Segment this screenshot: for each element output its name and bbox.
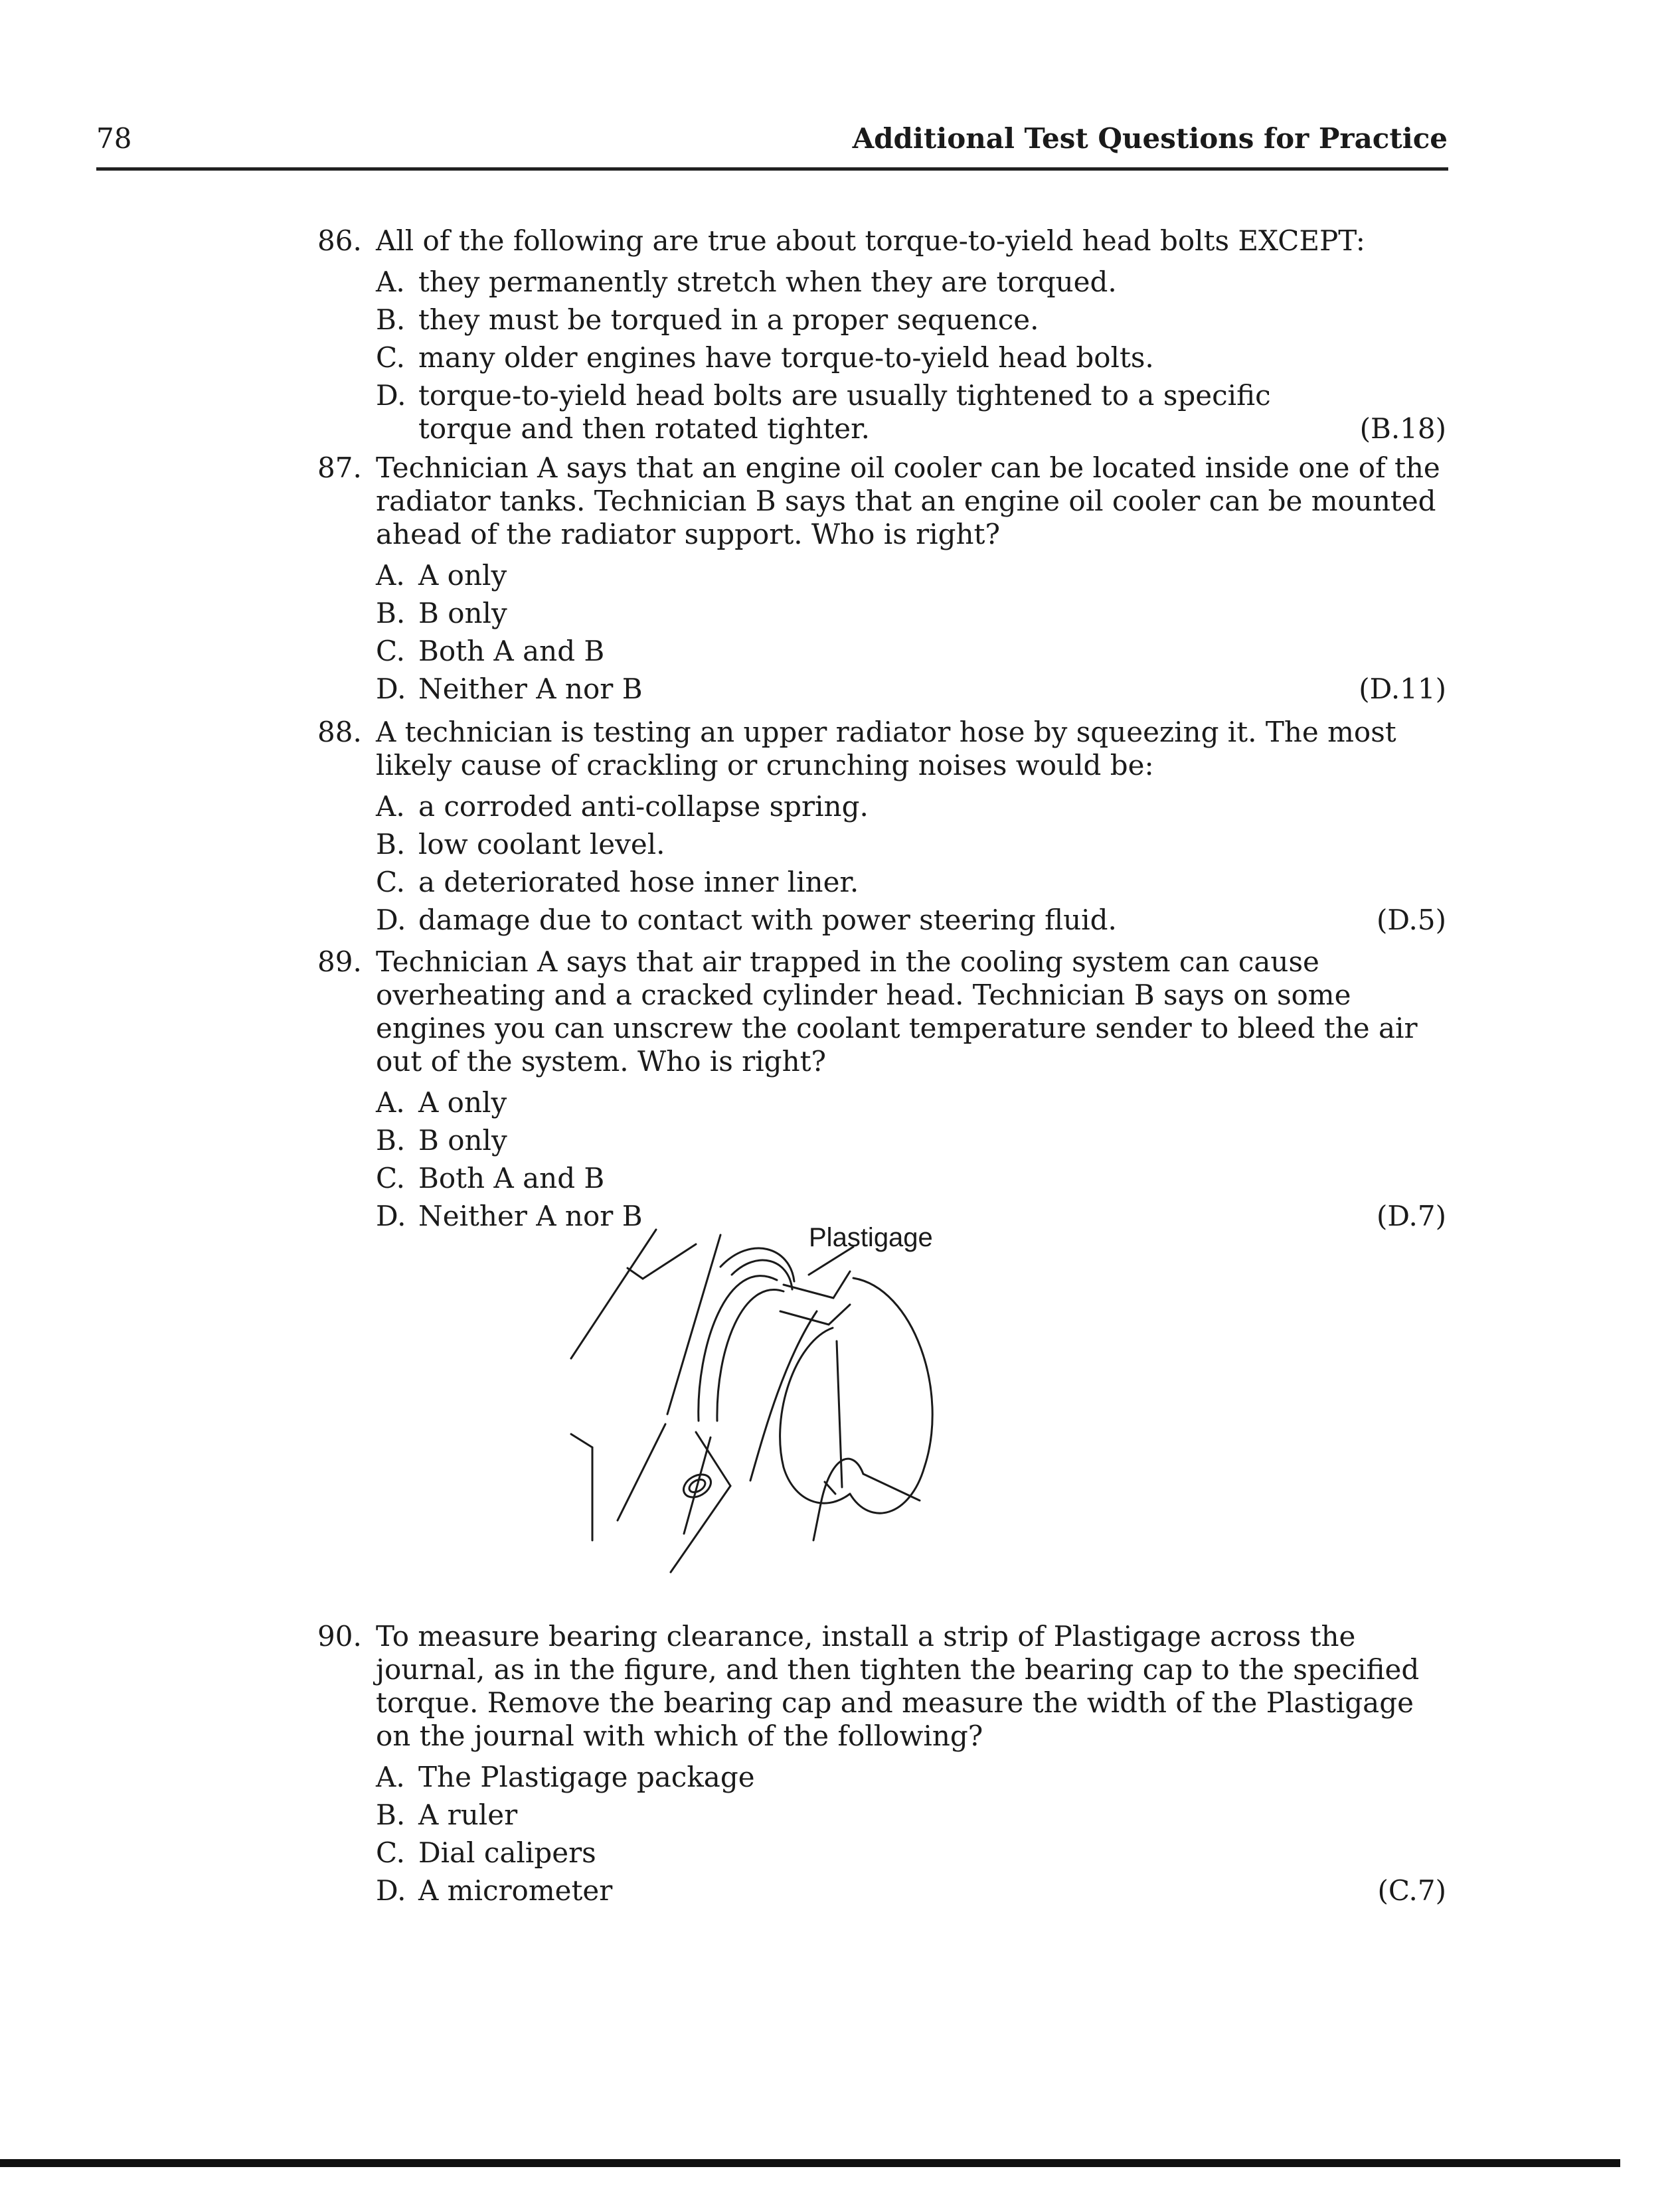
option-text: damage due to contact with power steering fluid. (418, 904, 1117, 936)
option-c (376, 1159, 1446, 1197)
question-stem: To measure bearing clearance, install a strip of Plastigage across the journal, as in the figure, and then tighten the bearing cap to the specified torque. Remove the bearing cap and measure the width of the Plastigage on the journal with which of the following? (376, 1620, 1420, 1752)
question-number: 89. (317, 945, 362, 978)
answer-options (376, 787, 1446, 939)
option-text: A ruler (418, 1799, 518, 1831)
question-90 (317, 1620, 1446, 1909)
option-text: many older engines have torque-to-yield head bolts. (418, 341, 1154, 374)
option-text: low coolant level. (418, 828, 665, 860)
answer-options (376, 1084, 1446, 1235)
question-stem: Technician A says that an engine oil cooler can be located inside one of the radiator tanks. Technician B says that an engine oil cooler can be mounted ahead of the radiator support. Who is right? (376, 451, 1440, 550)
content-reference: (D.7) (1376, 1200, 1446, 1232)
option-b (376, 825, 1446, 863)
option-text: Neither A nor B (418, 673, 643, 705)
option-text: A only (418, 559, 507, 592)
option-letter: A. (376, 1761, 405, 1793)
option-letter: C. (376, 635, 405, 667)
plastigage-figure (551, 1215, 1016, 1587)
content-reference: (B.18) (1359, 412, 1446, 445)
question-89 (317, 945, 1446, 1235)
question-number: 88. (317, 716, 362, 748)
option-text: Both A and B (418, 1162, 605, 1194)
option-letter: D. (376, 379, 406, 412)
option-text: Both A and B (418, 635, 605, 667)
question-86 (317, 224, 1446, 445)
option-b (376, 594, 1446, 632)
question-number: 87. (317, 451, 362, 484)
option-letter: B. (376, 597, 406, 629)
option-c (376, 863, 1446, 901)
question-number: 90. (317, 1620, 362, 1653)
option-letter: D. (376, 904, 406, 936)
running-head: Additional Test Questions for Practice (852, 122, 1448, 155)
content-reference: (D.11) (1359, 673, 1446, 705)
crankshaft-journal-icon (551, 1215, 1016, 1587)
option-letter: D. (376, 1874, 406, 1907)
option-letter: B. (376, 828, 406, 860)
option-c (376, 1834, 1446, 1872)
option-a (376, 1084, 1446, 1121)
option-text: B only (418, 597, 507, 629)
option-d (376, 670, 1446, 708)
option-letter: A. (376, 790, 405, 823)
option-a (376, 556, 1446, 594)
option-b (376, 1796, 1446, 1834)
question-87 (317, 451, 1446, 708)
content-reference: (D.5) (1376, 904, 1446, 936)
option-letter: B. (376, 1799, 406, 1831)
option-letter: C. (376, 866, 405, 898)
option-d (376, 901, 1446, 939)
option-text: B only (418, 1124, 507, 1157)
question-88 (317, 716, 1446, 939)
option-text: Neither A nor B (418, 1200, 643, 1232)
option-letter: A. (376, 266, 405, 298)
option-b (376, 301, 1446, 339)
answer-options (376, 556, 1446, 708)
header-rule (96, 167, 1448, 171)
question-stem: A technician is testing an upper radiator hose by squeezing it. The most likely cause of crackling or crunching noises would be: (376, 716, 1396, 781)
option-d (376, 376, 1446, 445)
option-text: a deteriorated hose inner liner. (418, 866, 859, 898)
option-letter: B. (376, 303, 406, 336)
answer-options (376, 1758, 1446, 1909)
option-text: Dial calipers (418, 1836, 596, 1869)
option-letter: D. (376, 1200, 406, 1232)
option-letter: D. (376, 673, 406, 705)
option-text: a corroded anti-collapse spring. (418, 790, 869, 823)
option-text: A only (418, 1086, 507, 1119)
option-letter: C. (376, 1162, 405, 1194)
option-d (376, 1872, 1446, 1909)
option-letter: A. (376, 559, 405, 592)
option-letter: C. (376, 341, 405, 374)
plastigage-label: Plastigage (809, 1223, 933, 1252)
question-stem: All of the following are true about torque-to-yield head bolts EXCEPT: (376, 224, 1365, 257)
option-text: they permanently stretch when they are torqued. (418, 266, 1117, 298)
option-a (376, 1758, 1446, 1796)
question-stem: Technician A says that air trapped in the cooling system can cause overheating and a cracked cylinder head. Technician B says on some engines you can unscrew the coolant temperature sender to bleed the air out of the system. Who is right? (376, 945, 1418, 1078)
option-letter: C. (376, 1836, 405, 1869)
footer-rule (0, 2159, 1620, 2167)
question-number: 86. (317, 224, 362, 257)
answer-options (376, 263, 1446, 445)
content-reference: (C.7) (1377, 1874, 1446, 1907)
option-b (376, 1121, 1446, 1159)
option-text: The Plastigage package (418, 1761, 755, 1793)
option-c (376, 339, 1446, 376)
option-text: A micrometer (418, 1874, 613, 1907)
option-c (376, 632, 1446, 670)
option-text: they must be torqued in a proper sequence. (418, 303, 1039, 336)
option-a (376, 263, 1446, 301)
page-number: 78 (96, 122, 132, 155)
option-text: torque-to-yield head bolts are usually tightened to a specific torque and then rotated tighter. (418, 379, 1271, 445)
option-letter: B. (376, 1124, 406, 1157)
option-a (376, 787, 1446, 825)
option-letter: A. (376, 1086, 405, 1119)
